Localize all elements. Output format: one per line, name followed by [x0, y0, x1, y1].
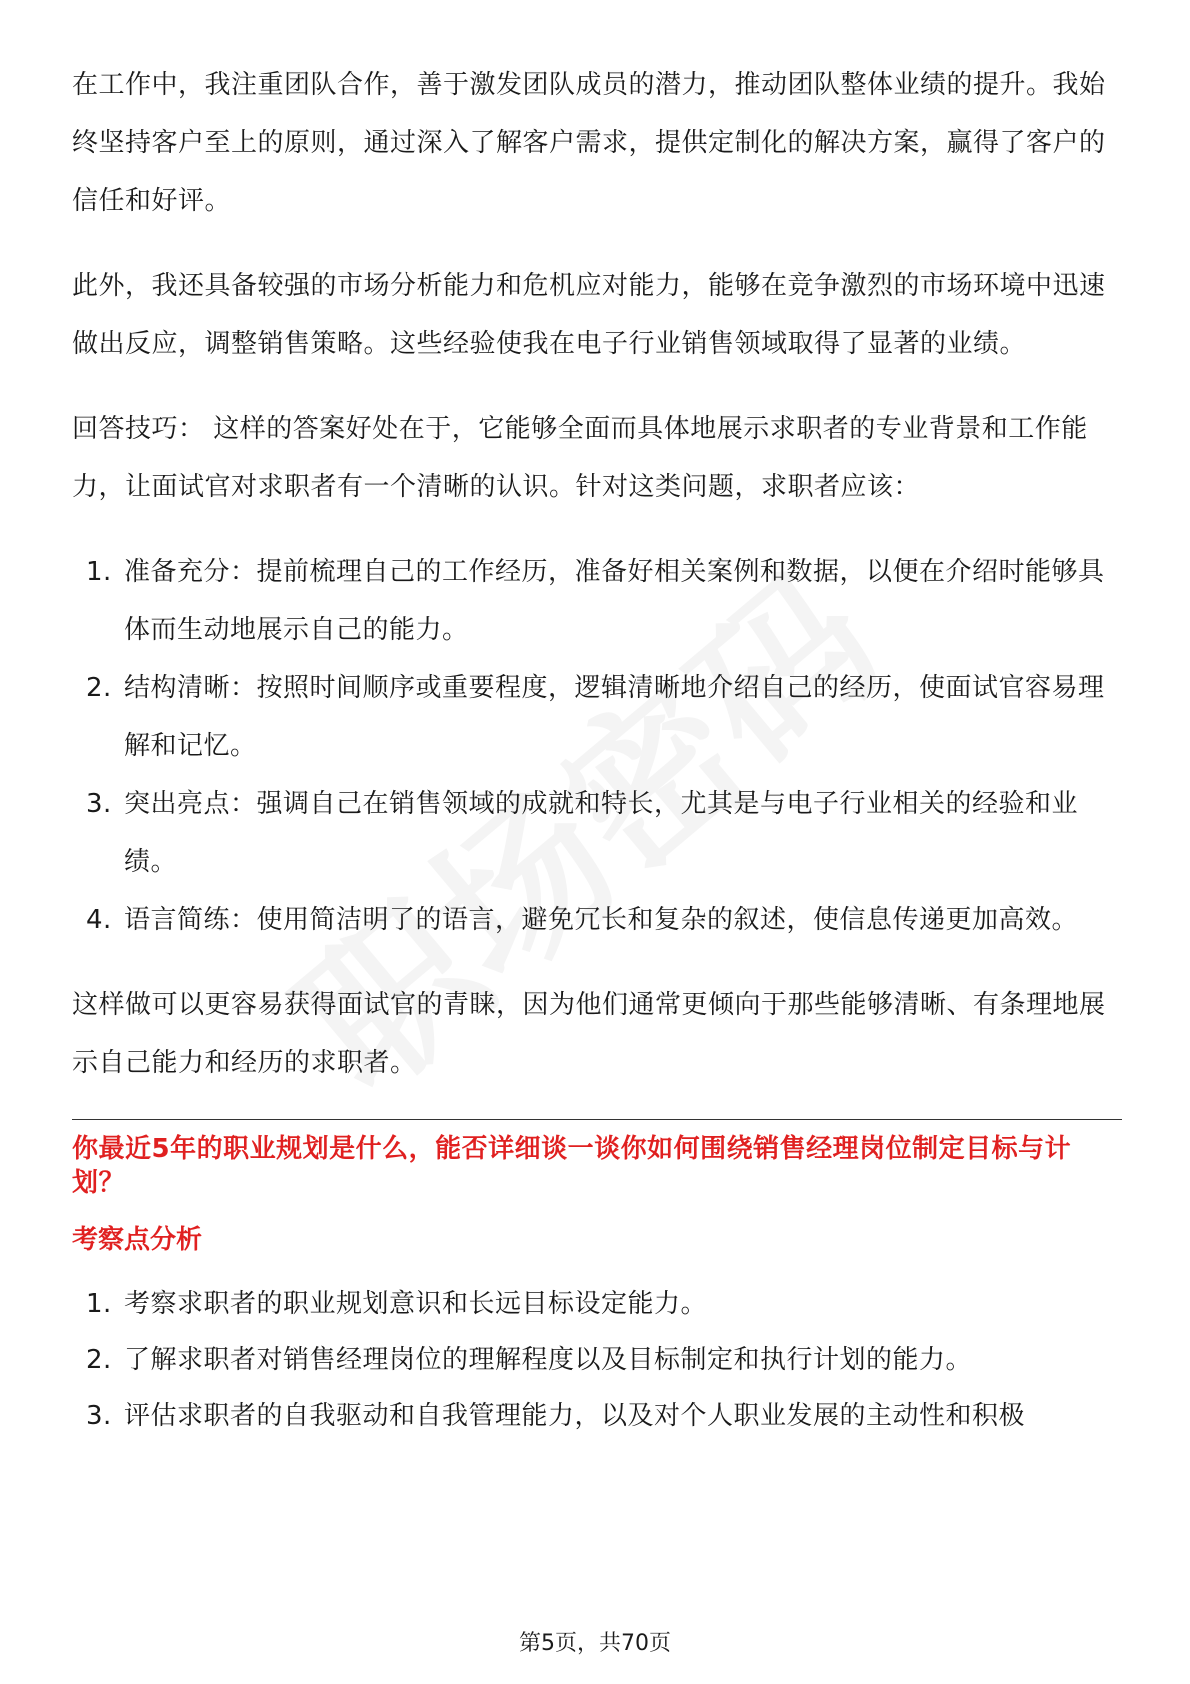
list-item-text: 准备充分：提前梳理自己的工作经历，准备好相关案例和数据，以便在介绍时能够具体而生动地展示自己的能力。 — [124, 557, 1105, 645]
list-number: 4. — [86, 905, 112, 935]
analysis-heading: 考察点分析 — [72, 1225, 203, 1255]
list-number: 1. — [86, 557, 112, 587]
list-item — [72, 543, 1122, 659]
list-number: 3. — [86, 789, 112, 819]
list-number: 3. — [86, 1401, 112, 1431]
list-item — [72, 659, 1122, 775]
paragraph-teamwork: 在工作中，我注重团队合作，善于激发团队成员的潜力，推动团队整体业绩的提升。我始终坚持客户至上的原则，通过深入了解客户需求，提供定制化的解决方案，赢得了客户的信任和好评。 — [72, 70, 1106, 216]
section-divider — [72, 1119, 1122, 1120]
list-number: 2. — [86, 673, 112, 703]
list-item-text: 了解求职者对销售经理岗位的理解程度以及目标制定和执行计划的能力。 — [124, 1345, 973, 1375]
list-item — [72, 775, 1122, 891]
paragraph-answer-tips-intro: 回答技巧： 这样的答案好处在于，它能够全面而具体地展示求职者的专业背景和工作能力，让面试官对求职者有一个清晰的认识。针对这类问题，求职者应该： — [72, 414, 1088, 502]
list-item-text: 考察求职者的职业规划意识和长远目标设定能力。 — [124, 1289, 708, 1319]
list-item — [72, 1388, 1122, 1444]
interview-question: 你最近5年的职业规划是什么，能否详细谈一谈你如何围绕销售经理岗位制定目标与计划？ — [72, 1134, 1072, 1198]
list-item — [72, 891, 1122, 949]
page-number: 第5页，共70页 — [519, 1631, 671, 1656]
list-item-text: 突出亮点：强调自己在销售领域的成就和特长，尤其是与电子行业相关的经验和业绩。 — [124, 789, 1079, 877]
analysis-list — [72, 1276, 1122, 1444]
paragraph-closing: 这样做可以更容易获得面试官的青睐，因为他们通常更倾向于那些能够清晰、有条理地展示自己能力和经历的求职者。 — [72, 990, 1106, 1078]
list-item-text: 评估求职者的自我驱动和自我管理能力，以及对个人职业发展的主动性和积极 — [124, 1401, 1026, 1431]
list-number: 2. — [86, 1345, 112, 1375]
list-item — [72, 1276, 1122, 1332]
list-item — [72, 1332, 1122, 1388]
list-item-text: 结构清晰：按照时间顺序或重要程度，逻辑清晰地介绍自己的经历，使面试官容易理解和记忆。 — [124, 673, 1105, 761]
paragraph-market-analysis: 此外，我还具备较强的市场分析能力和危机应对能力，能够在竞争激烈的市场环境中迅速做出反应，调整销售策略。这些经验使我在电子行业销售领域取得了显著的业绩。 — [72, 271, 1106, 359]
tips-list — [72, 543, 1122, 949]
document-page — [72, 56, 1122, 1471]
list-item-text: 语言简练：使用简洁明了的语言，避免冗长和复杂的叙述，使信息传递更加高效。 — [124, 905, 1079, 935]
list-number: 1. — [86, 1289, 112, 1319]
